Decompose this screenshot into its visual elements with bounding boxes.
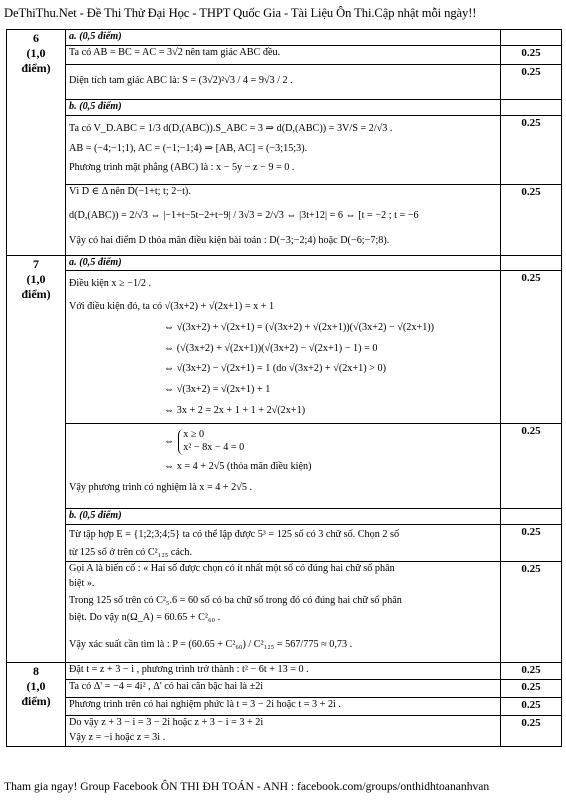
solution-table [6,29,562,747]
q7-b-steps1: Từ tập hợp E = {1;2;3;4;5} ta có thể lập được 5³ = 125 số có 3 chữ số. Chọn 2 số từ 125 số ở trên có C²₁₂₅ cách. [66,525,501,562]
q7-b-steps2: Gọi A là biến cố : « Hai số được chọn có ít nhất một số có đúng hai chữ số phân biệt ». Trong 125 số trên có C²₅.6 = 60 số có ba chữ số trong đó có đúng hai chữ số phân biệt. Do vậy n(Ω_A) = 60.65 + C²₆₀ . Vậy xác suất cần tìm là : P = (60.65 + C²₆₀) / C²₁₂₅ = 567/775 ≈ 0,73 . [66,562,501,663]
question-8-label: 8 (1,0 điểm) [7,663,66,747]
q6-a-step1: Ta có AB = BC = AC = 3√2 nên tam giác ABC đều. [66,45,501,64]
q6-b-steps2: Vì D ∈ Δ nên D(−1+t; t; 2−t). d(D,(ABC)) = 2/√3 ⇔ |−1+t−5t−2+t−9| / 3√3 = 2/√3 ⇔ |3t+12| = 6 ⇔ [t = −2 ; t = −6 Vậy có hai điểm D thỏa mãn điều kiện bài toán : D(−3;−2;4) hoặc D(−6;−7;8). [66,184,501,255]
table-row [7,271,562,424]
table-row [7,509,562,525]
score-cell [501,509,562,525]
equation-system: x ≥ 0 x² − 8x − 4 = 0 [178,429,244,455]
table-row [7,525,562,562]
score-cell: 0.25 [501,663,562,680]
q8-step1: Đặt t = z + 3 − i , phương trình trở thành : t² − 6t + 13 = 0 . [66,663,501,680]
q6-part-a-title: a. (0,5 điểm) [66,30,501,46]
score-cell [501,99,562,115]
question-7-label: 7 (1,0 điểm) [7,255,66,663]
score-cell: 0.25 [501,64,562,99]
q7-a-steps1: Điều kiện x ≥ −1/2 . Với điều kiện đó, ta có √(3x+2) + √(2x+1) = x + 1 ⇔ √(3x+2) + √(2x+1) = (√(3x+2) + √(2x+1))(√(3x+2) − √(2x+1)) ⇔ (√(3x+2) + √(2x+1))(√(3x+2) − √(2x+1) − 1) = 0 ⇔ √(3x+2) − √(2x+1) = 1 (do √(3x+2) + √(2x+1) > 0) ⇔ √(3x+2) = √(2x+1) + 1 ⇔ 3x + 2 = 2x + 1 + 1 + 2√(2x+1) [66,271,501,424]
q7-part-a-title: a. (0,5 điểm) [66,255,501,271]
table-row [7,99,562,115]
q6-b-steps1: Ta có V_D.ABC = 1/3 d(D,(ABC)).S_ABC = 3 ⇒ d(D,(ABC)) = 3V/S = 2/√3 . AB = (−4;−1;1), AC = (−1;−1;4) ⇒ [AB, AC] = (−3;15;3). Phương trình mặt phẳng (ABC) là : x − 5y − z − 9 = 0 . [66,115,501,184]
q7-a-steps2: ⇔ x ≥ 0 x² − 8x − 4 = 0 ⇔ x = 4 + 2√5 (thỏa mãn điều kiện) Vậy phương trình có nghiệm là x = 4 + 2√5 . [66,424,501,509]
q8-step4: Do vậy z + 3 − i = 3 − 2i hoặc z + 3 − i = 3 + 2i Vậy z = −i hoặc z = 3i . [66,715,501,746]
q6-a-step2: Diện tích tam giác ABC là: S = (3√2)²√3 / 4 = 9√3 / 2 . [66,64,501,99]
score-cell: 0.25 [501,424,562,509]
score-cell: 0.25 [501,715,562,746]
q8-step3: Phương trình trên có hai nghiệm phức là t = 3 − 2i hoặc t = 3 + 2i . [66,697,501,715]
table-row [7,30,562,46]
table-row [7,64,562,99]
table-row [7,255,562,271]
question-6-label: 6 (1,0 điểm) [7,30,66,256]
table-row [7,562,562,663]
score-cell: 0.25 [501,45,562,64]
score-cell: 0.25 [501,679,562,697]
score-cell: 0.25 [501,697,562,715]
score-cell [501,255,562,271]
q6-part-b-title: b. (0,5 điểm) [66,99,501,115]
table-row [7,663,562,680]
table-row [7,45,562,64]
table-row [7,184,562,255]
page-footer: Tham gia ngay! Group Facebook ÔN THI ĐH TOÁN - ANH : facebook.com/groups/onthidhtoananhvan [4,780,490,793]
q8-step2: Ta có Δ' = −4 = 4i² , Δ' có hai căn bậc hai là ±2i [66,679,501,697]
score-cell [501,30,562,46]
table-row [7,715,562,746]
score-cell: 0.25 [501,525,562,562]
table-row [7,424,562,509]
table-row [7,697,562,715]
score-cell: 0.25 [501,115,562,184]
score-cell: 0.25 [501,184,562,255]
page-header: DeThiThu.Net - Đề Thi Thử Đại Học - THPT Quốc Gia - Tài Liệu Ôn Thi.Cập nhật mỗi ngày!! [4,6,477,20]
table-row [7,115,562,184]
q7-part-b-title: b. (0,5 điểm) [66,509,501,525]
table-row [7,679,562,697]
score-cell: 0.25 [501,271,562,424]
score-cell: 0.25 [501,562,562,663]
